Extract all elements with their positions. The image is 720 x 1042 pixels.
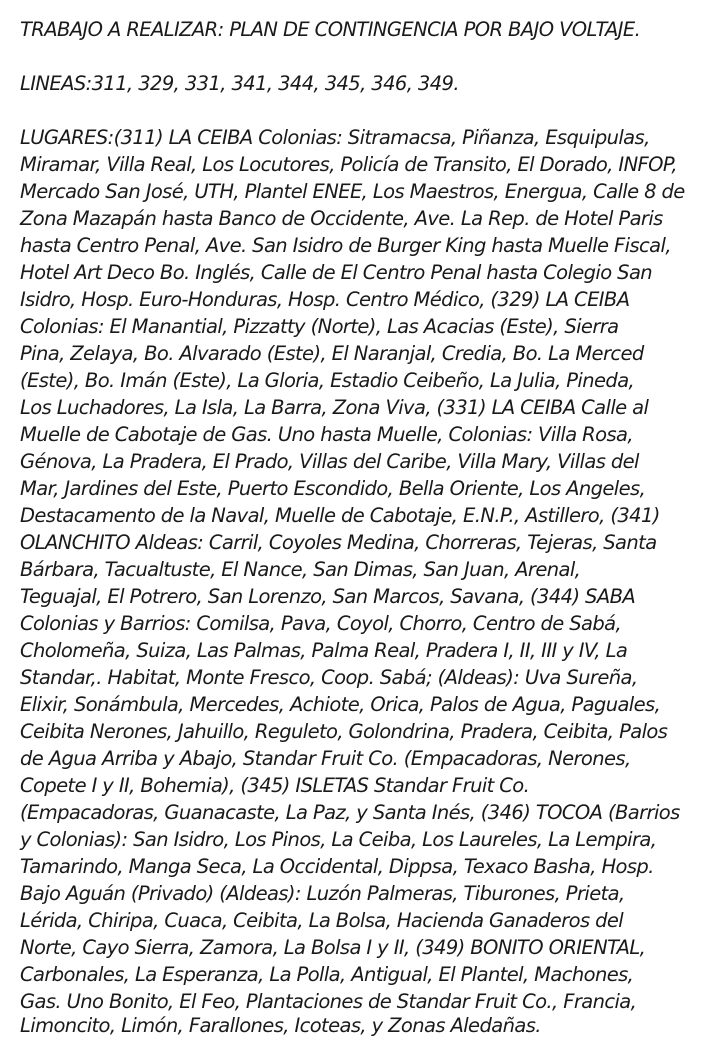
body-line: Destacamento de la Naval, Muelle de Cabotaje, E.N.P., Astillero, (341) — [20, 504, 660, 527]
body-line: y Colonias): San Isidro, Los Pinos, La Ceiba, Los Laureles, La Lempira, — [20, 828, 657, 851]
body-line: Génova, La Pradera, El Prado, Villas del Caribe, Villa Mary, Villas del — [20, 450, 639, 473]
body-line: hasta Centro Penal, Ave. San Isidro de Burger King hasta Muelle Fiscal, — [20, 234, 671, 257]
body-line: Carbonales, La Esperanza, La Polla, Antigual, El Plantel, Machones, — [20, 963, 634, 986]
body-line: de Agua Arriba y Abajo, Standar Fruit Co. (Empacadoras, Nerones, — [20, 747, 631, 770]
body-line: (Empacadoras, Guanacaste, La Paz, y Santa Inés, (346) TOCOA (Barrios — [20, 801, 680, 824]
body-line: Muelle de Cabotaje de Gas. Uno hasta Muelle, Colonias: Villa Rosa, — [20, 423, 633, 446]
body-line: Miramar, Villa Real, Los Locutores, Policía de Transito, El Dorado, INFOP, — [20, 153, 677, 176]
body-line: Teguajal, El Potrero, San Lorenzo, San Marcos, Savana, (344) SABA — [20, 585, 636, 608]
body-line: Elixir, Sonámbula, Mercedes, Achiote, Orica, Palos de Agua, Paguales, — [20, 693, 661, 716]
body-line: Gas. Uno Bonito, El Feo, Plantaciones de Standar Fruit Co., Francia, — [20, 990, 637, 1013]
body-line: (Este), Bo. Imán (Este), La Gloria, Estadio Ceibeño, La Julia, Pineda, — [20, 369, 635, 392]
body-line: Ceibita Nerones, Jahuillo, Reguleto, Golondrina, Pradera, Ceibita, Palos — [20, 720, 668, 743]
body-line: Bajo Aguán (Privado) (Aldeas): Luzón Palmeras, Tiburones, Prieta, — [20, 882, 625, 905]
body-line: Standar,. Habitat, Monte Fresco, Coop. Sabá; (Aldeas): Uva Sureña, — [20, 666, 638, 689]
body-line: Hotel Art Deco Bo. Inglés, Calle de El Centro Penal hasta Colegio San — [20, 261, 653, 284]
body-line: Tamarindo, Manga Seca, La Occidental, Dippsa, Texaco Basha, Hosp. — [20, 855, 654, 878]
body-line: Zona Mazapán hasta Banco de Occidente, Ave. La Rep. de Hotel Paris — [20, 207, 663, 230]
body-line: Pina, Zelaya, Bo. Alvarado (Este), El Naranjal, Credia, Bo. La Merced — [20, 342, 644, 365]
body-line: OLANCHITO Aldeas: Carril, Coyoles Medina, Chorreras, Tejeras, Santa — [20, 531, 657, 554]
body-line: Cholomeña, Suiza, Las Palmas, Palma Real, Pradera I, II, III y IV, La — [20, 639, 628, 662]
body-line: Copete I y II, Bohemia), (345) ISLETAS Standar Fruit Co. — [20, 774, 530, 797]
body-line: Colonias y Barrios: Comilsa, Pava, Coyol, Chorro, Centro de Sabá, — [20, 612, 622, 635]
body-line: Bárbara, Tacualtuste, El Nance, San Dimas, San Juan, Arenal, — [20, 558, 581, 581]
document-title: TRABAJO A REALIZAR: PLAN DE CONTINGENCIA POR BAJO VOLTAJE. — [20, 18, 641, 41]
body-line: Mercado San José, UTH, Plantel ENEE, Los Maestros, Energua, Calle 8 de — [20, 180, 685, 203]
body-line: LUGARES:(311) LA CEIBA Colonias: Sitramacsa, Piñanza, Esquipulas, — [20, 126, 650, 149]
body-line: Colonias: El Manantial, Pizzatty (Norte), Las Acacias (Este), Sierra — [20, 315, 619, 338]
body-line: Norte, Cayo Sierra, Zamora, La Bolsa I y II, (349) BONITO ORIENTAL, — [20, 936, 646, 959]
body-line: Isidro, Hosp. Euro-Honduras, Hosp. Centro Médico, (329) LA CEIBA — [20, 288, 630, 311]
body-line: Limoncito, Limón, Farallones, Icoteas, y Zonas Aledañas. — [20, 1014, 541, 1037]
document-lines-list: LINEAS:311, 329, 331, 341, 344, 345, 346, 349. — [20, 72, 459, 95]
body-line: Mar, Jardines del Este, Puerto Escondido, Bella Oriente, Los Angeles, — [20, 477, 646, 500]
body-line: Lérida, Chiripa, Cuaca, Ceibita, La Bolsa, Hacienda Ganaderos del — [20, 909, 624, 932]
body-line: Los Luchadores, La Isla, La Barra, Zona Viva, (331) LA CEIBA Calle al — [20, 396, 649, 419]
